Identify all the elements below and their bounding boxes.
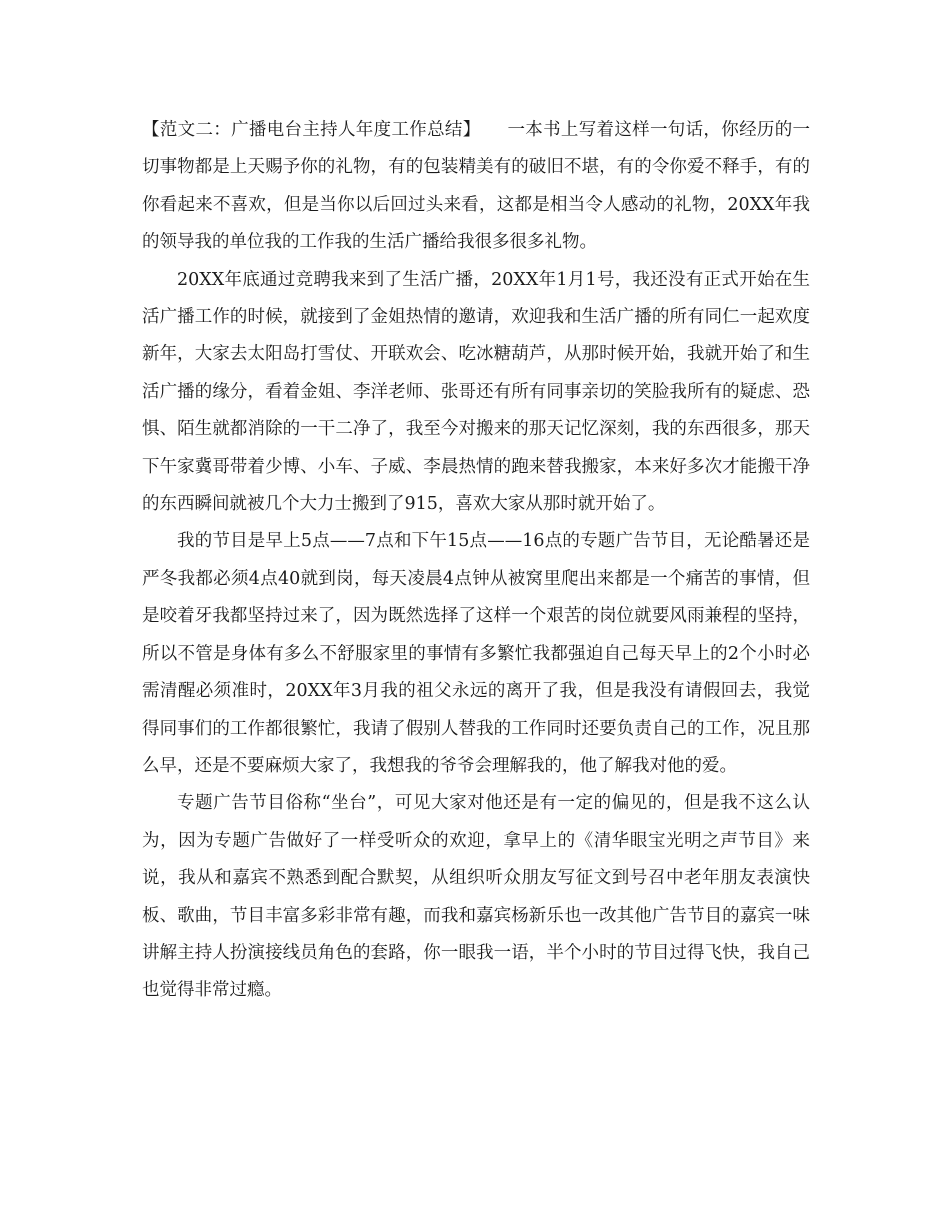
intro-paragraph (142, 112, 810, 262)
paragraph-1: 20XX年底通过竞聘我来到了生活广播，20XX年1月1号，我还没有正式开始在生活广播工作的时候，就接到了金姐热情的邀请，欢迎我和生活广播的所有同仁一起欢度新年，大家去太阳岛打雪仗、开联欢会、吃冰糖葫芦，从那时候开始，我就开始了和生活广播的缘分，看着金姐、李洋老师、张哥还有所有同事亲切的笑脸我所有的疑虑、恐惧、陌生就都消除的一干二净了，我至今对搬来的那天记忆深刻，我的东西很多，那天下午家冀哥带着少博、小车、子威、李晨热情的跑来替我搬家，本来好多次才能搬干净的东西瞬间就被几个大力士搬到了915，喜欢大家从那时就开始了。 (142, 269, 810, 515)
paragraph-2: 我的节目是早上5点——7点和下午15点——16点的专题广告节目，无论酷暑还是严冬我都必须4点40就到岗，每天凌晨4点钟从被窝里爬出来都是一个痛苦的事情，但是咬着牙我都坚持过来了，因为既然选择了这样一个艰苦的岗位就要风雨兼程的坚持，所以不管是身体有多么不舒服家里的事情有多繁忙我都强迫自己每天早上的2个小时必需清醒必须准时，20XX年3月我的祖父永远的离开了我，但是我没有请假回去，我觉得同事们的工作都很繁忙，我请了假别人替我的工作同时还要负责自己的工作，况且那么早，还是不要麻烦大家了，我想我的爷爷会理解我的，他了解我对他的爱。 (142, 531, 810, 776)
title-gap (472, 120, 508, 140)
document-body (142, 112, 810, 1010)
intro-text: 一本书上写着这样一句话，你经历的一切事物都是上天赐予你的礼物，有的包装精美有的破旧不堪，有的令你爱不释手，有的你看起来不喜欢，但是当你以后回过头来看，这都是相当令人感动的礼物，20XX年我的领导我的单位我的工作我的生活广播给我很多很多礼物。 (142, 120, 811, 253)
paragraph-3: 专题广告节目俗称“坐台”，可见大家对他还是有一定的偏见的，但是我不这么认为，因为专题广告做好了一样受听众的欢迎，拿早上的《清华眼宝光明之声节目》来说，我从和嘉宾不熟悉到配合默契，从组织听众朋友写征文到号召中老年朋友表演快板、歌曲，节目丰富多彩非常有趣，而我和嘉宾杨新乐也一改其他广告节目的嘉宾一味讲解主持人扮演接线员角色的套路，你一眼我一语，半个小时的节目过得飞快，我自己也觉得非常过瘾。 (142, 793, 810, 1001)
document-title: 【范文二：广播电台主持人年度工作总结】 (142, 120, 472, 140)
